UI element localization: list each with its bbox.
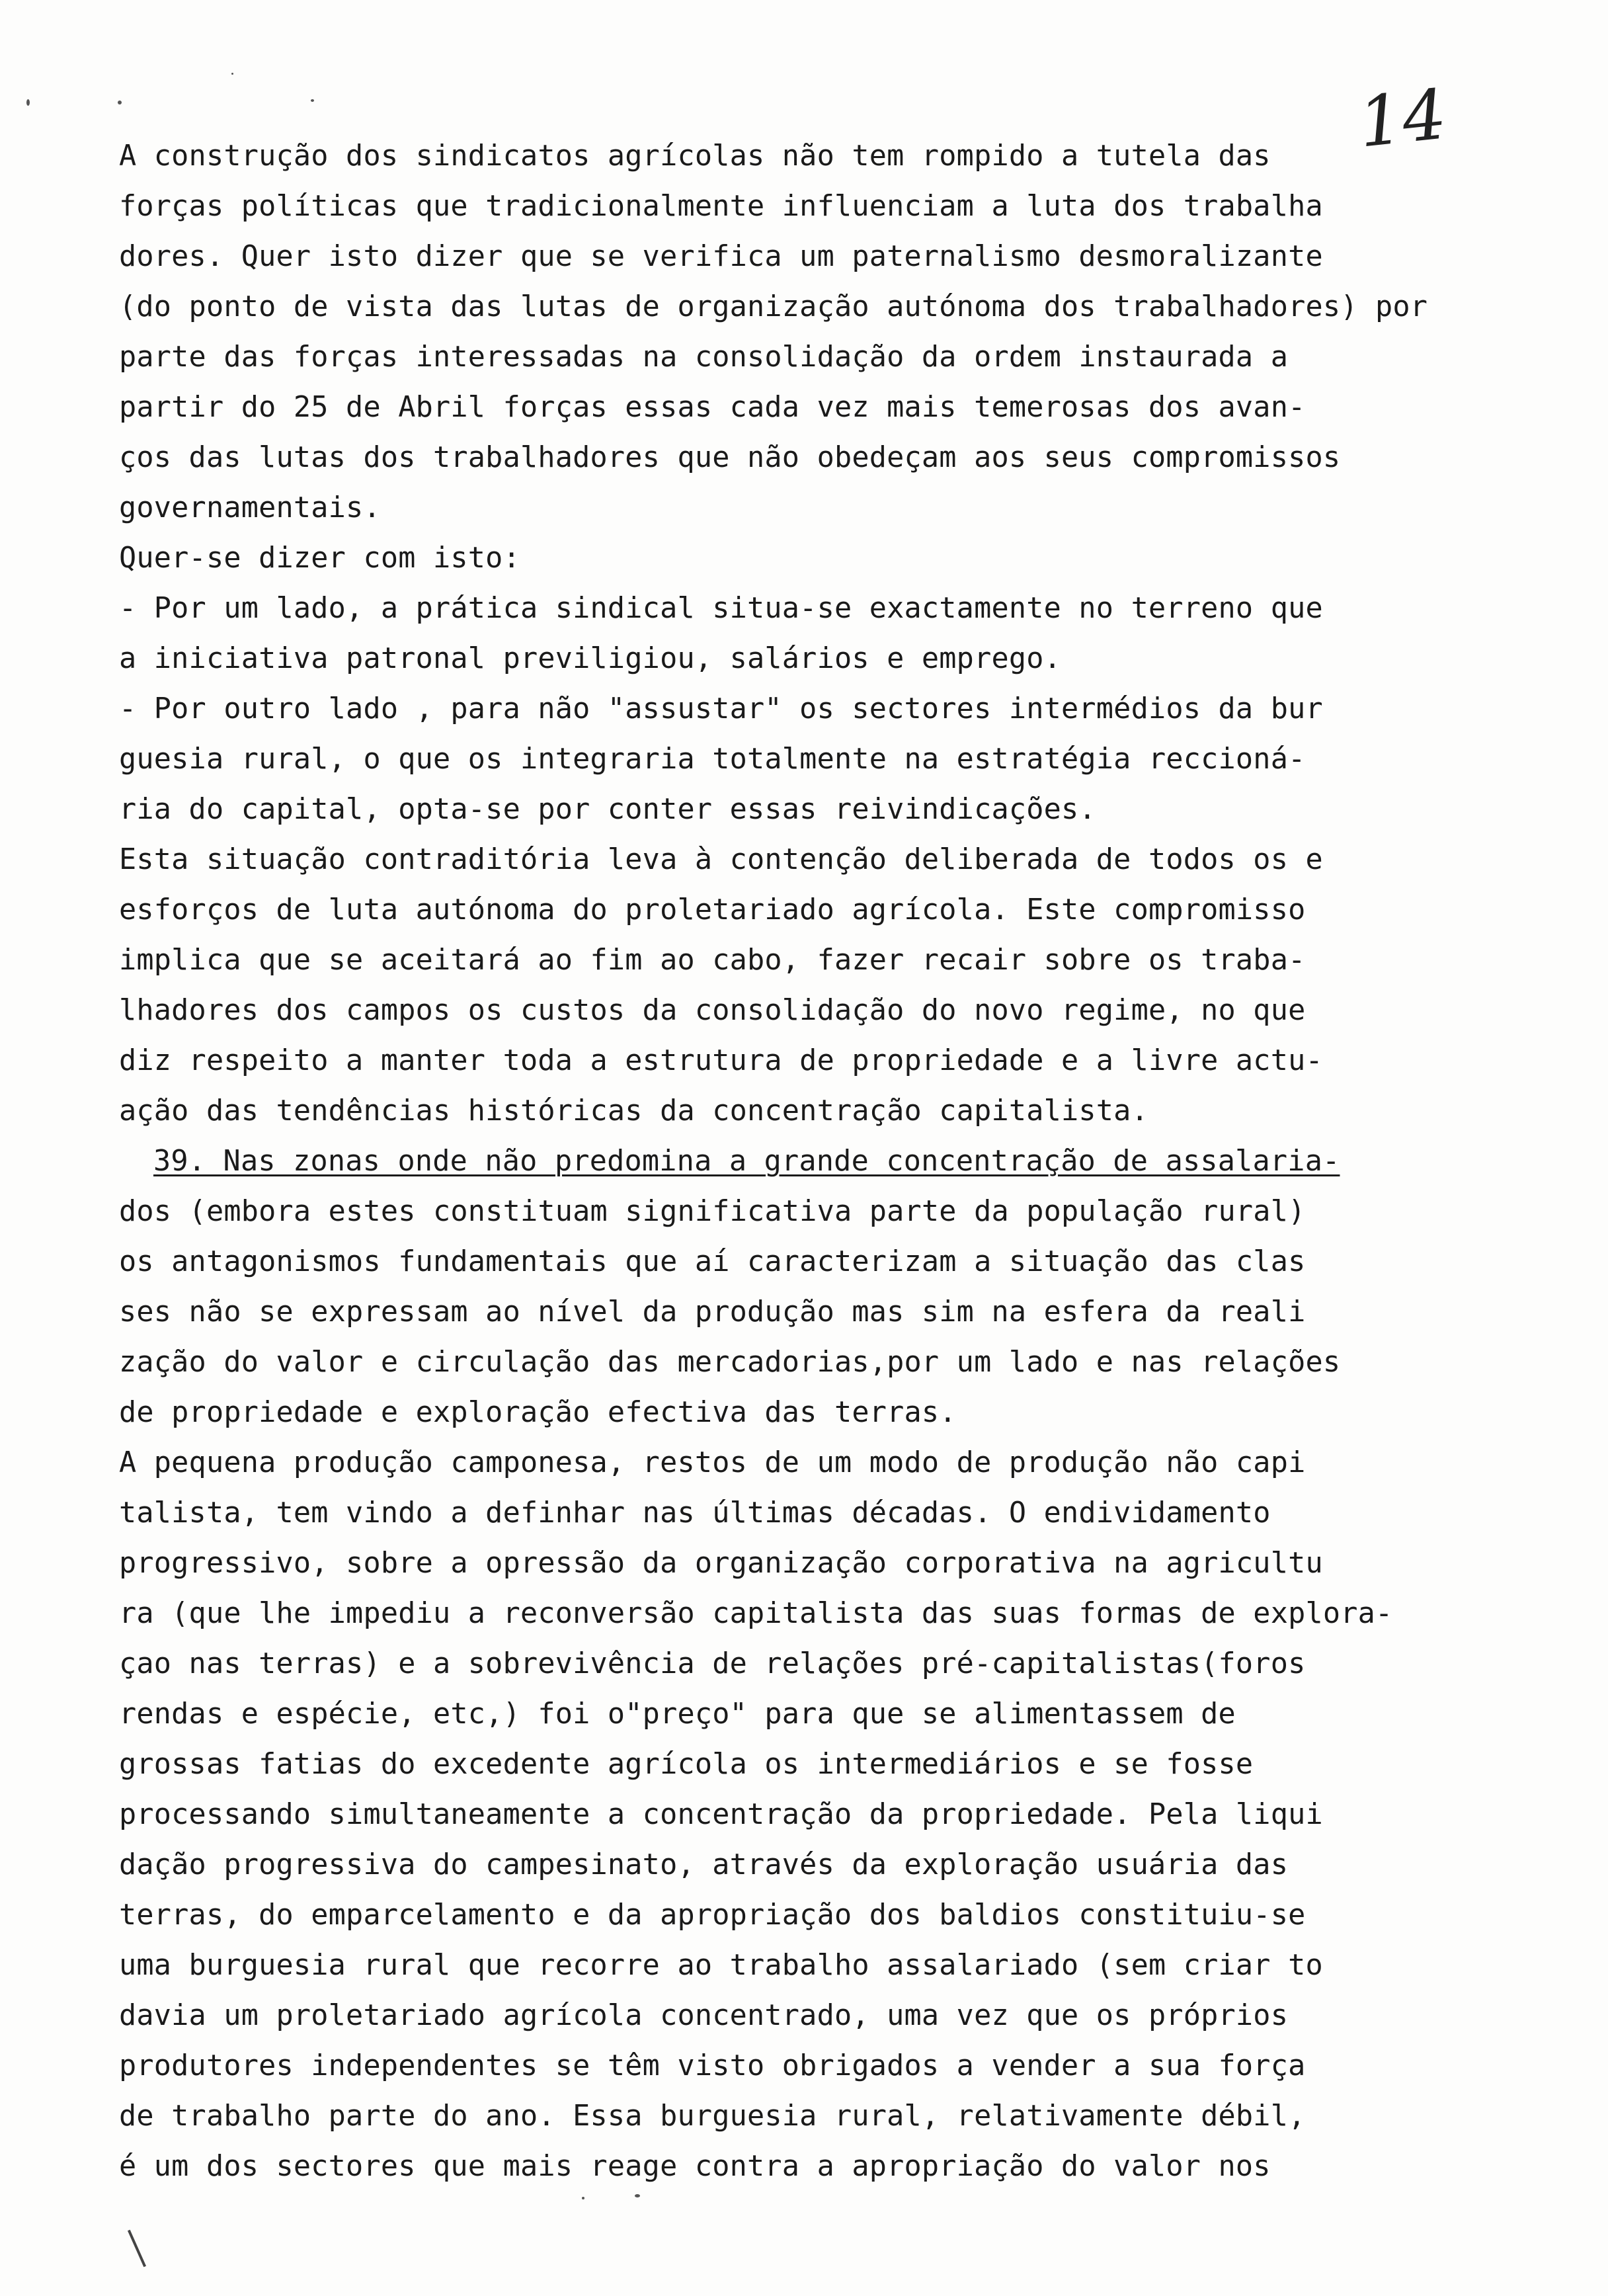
text-line: A pequena produção camponesa, restos de um modo de produção não capi [119, 1446, 1306, 1479]
page-number: 14 [1354, 73, 1451, 163]
ink-speck [311, 99, 314, 102]
text-line: - Por um lado, a prática sindical situa-se exactamente no terreno que [119, 592, 1323, 625]
text-line: zação do valor e circulação das mercadorias,por um lado e nas relações [119, 1346, 1341, 1379]
ink-speck [635, 2194, 640, 2197]
text-line: de propriedade e exploração efectiva das terras. [119, 1396, 957, 1429]
text-line: diz respeito a manter toda a estrutura de propriedade e a livre actu- [119, 1044, 1323, 1077]
text-line: processando simultaneamente a concentração da propriedade. Pela liqui [119, 1798, 1323, 1831]
text-line: ação das tendências históricas da concentração capitalista. [119, 1094, 1148, 1128]
text-line: grossas fatias do excedente agrícola os intermediários e se fosse [119, 1748, 1254, 1781]
ink-speck [231, 73, 233, 75]
text-line: lhadores dos campos os custos da consolidação do novo regime, no que [119, 994, 1306, 1027]
text-line: ços das lutas dos trabalhadores que não obedeçam aos seus compromissos [119, 441, 1341, 474]
text-line: partir do 25 de Abril forças essas cada vez mais temerosas dos avan- [119, 391, 1306, 424]
text-line: dos (embora estes constituam significativa parte da população rural) [119, 1195, 1306, 1228]
text-line: ra (que lhe impediu a reconversão capitalista das suas formas de explora- [119, 1597, 1393, 1630]
text-line: çao nas terras) e a sobrevivência de relações pré-capitalistas(foros [119, 1647, 1306, 1680]
ink-speck [118, 101, 122, 104]
section-heading-line: 39. Nas zonas onde não predomina a grande concentração de assalaria- [153, 1145, 1340, 1178]
text-line: davia um proletariado agrícola concentrado, uma vez que os próprios [119, 1999, 1289, 2032]
text-line: parte das forças interessadas na consolidação da ordem instaurada a [119, 341, 1289, 374]
text-line: esforços de luta autónoma do proletariado agrícola. Este compromisso [119, 893, 1306, 926]
text-line: dação progressiva do campesinato, através da exploração usuária das [119, 1848, 1289, 1881]
text-line: forças políticas que tradicionalmente influenciam a luta dos trabalha [119, 190, 1323, 223]
text-line: produtores independentes se têm visto obrigados a vender a sua força [119, 2049, 1306, 2082]
text-line: uma burguesia rural que recorre ao trabalho assalariado (sem criar to [119, 1949, 1323, 1982]
text-line: implica que se aceitará ao fim ao cabo, fazer recair sobre os traba- [119, 944, 1306, 977]
text-line: A construção dos sindicatos agrícolas não tem rompido a tutela das [119, 140, 1271, 173]
text-line: ria do capital, opta-se por conter essas reivindicações. [119, 793, 1096, 826]
text-line: dores. Quer isto dizer que se verifica um paternalismo desmoralizante [119, 240, 1323, 273]
text-line: talista, tem vindo a definhar nas últimas décadas. O endividamento [119, 1496, 1271, 1530]
text-line: ses não se expressam ao nível da produção mas sim na esfera da reali [119, 1295, 1306, 1329]
text-line: rendas e espécie, etc,) foi o"preço" para que se alimentassem de [119, 1698, 1236, 1731]
text-line: guesia rural, o que os integraria totalmente na estratégia reccioná- [119, 743, 1306, 776]
text-line: de trabalho parte do ano. Essa burguesia rural, relativamente débil, [119, 2100, 1306, 2133]
text-line: Quer-se dizer com isto: [119, 542, 520, 575]
text-line: governamentais. [119, 491, 381, 524]
text-line: a iniciativa patronal previligiou, salários e emprego. [119, 642, 1062, 675]
ink-speck [582, 2197, 584, 2199]
body-text [119, 131, 1514, 2192]
text-line: os antagonismos fundamentais que aí caracterizam a situação das clas [119, 1245, 1306, 1278]
text-line: terras, do emparcelamento e da apropriação dos baldios constituiu-se [119, 1899, 1306, 1932]
text-line: (do ponto de vista das lutas de organização autónoma dos trabalhadores) por [119, 290, 1428, 323]
ink-speck [26, 99, 30, 106]
text-line: é um dos sectores que mais reage contra a apropriação do valor nos [119, 2150, 1271, 2183]
pen-stroke [128, 2230, 146, 2267]
text-line: progressivo, sobre a opressão da organização corporativa na agricultu [119, 1547, 1323, 1580]
text-line: Esta situação contraditória leva à contenção deliberada de todos os e [119, 843, 1323, 876]
text-line: - Por outro lado , para não "assustar" os sectores intermédios da bur [119, 692, 1323, 725]
